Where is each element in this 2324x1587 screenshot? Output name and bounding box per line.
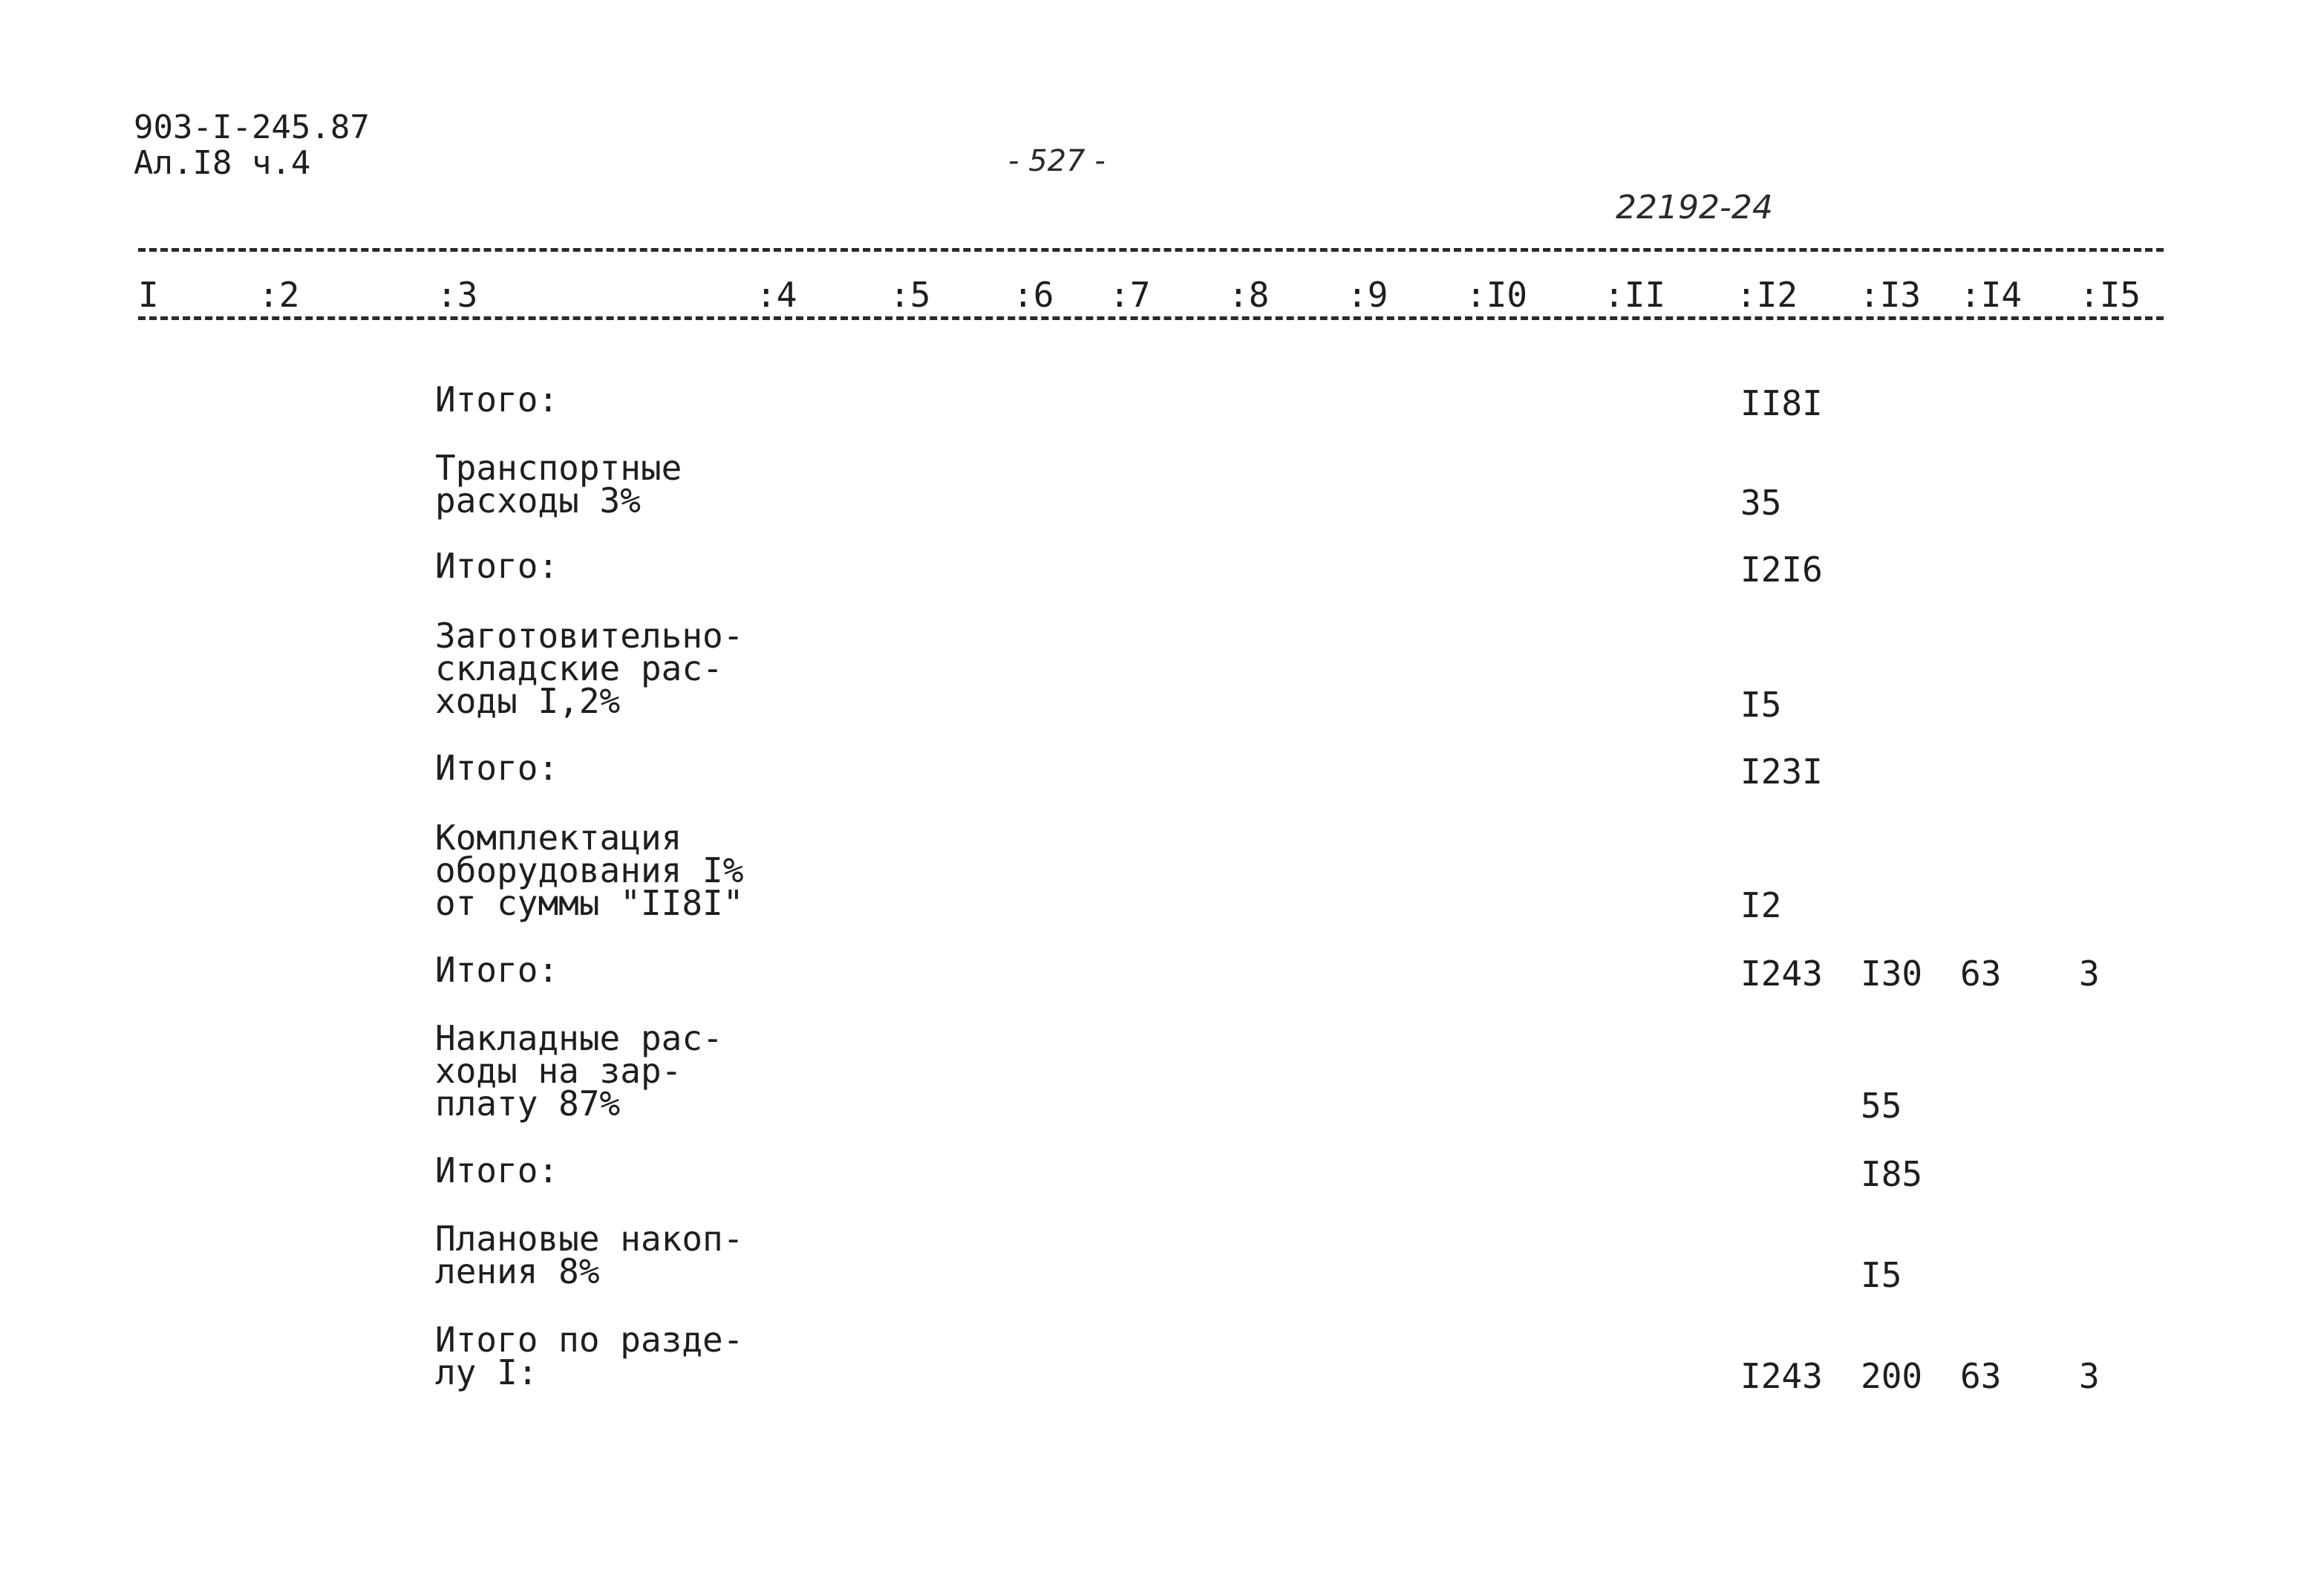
row-label: Итого: <box>435 950 559 990</box>
column-header: :9 <box>1347 275 1388 315</box>
value-col-13: I5 <box>1861 1255 1902 1295</box>
value-col-13: 55 <box>1861 1086 1902 1126</box>
value-col-13: I85 <box>1861 1154 1923 1194</box>
column-header: :II <box>1604 275 1666 315</box>
value-col-12: II8I <box>1740 383 1823 423</box>
value-col-14: 63 <box>1960 1356 2002 1396</box>
column-header: :I3 <box>1859 275 1922 315</box>
row-label: Итого по разде- лу I: <box>435 1320 744 1392</box>
column-header: :5 <box>890 275 931 315</box>
value-col-12: I243 <box>1740 954 1823 994</box>
value-col-15: 3 <box>2079 1356 2100 1396</box>
row-label: Транспортные расходы 3% <box>435 448 682 521</box>
column-header: :4 <box>756 275 797 315</box>
column-header: :8 <box>1228 275 1270 315</box>
column-header: :I4 <box>1960 275 2023 315</box>
column-header: :I2 <box>1736 275 1798 315</box>
column-header: :6 <box>1013 275 1054 315</box>
reference-number: 22192-24 <box>1616 189 1773 227</box>
column-header: :2 <box>258 275 300 315</box>
row-label: Итого: <box>435 748 559 788</box>
value-col-12: I2 <box>1740 885 1782 925</box>
column-header: :I0 <box>1466 275 1528 315</box>
column-header: I <box>138 275 159 315</box>
album-reference: Ал.I8 ч.4 <box>134 144 311 182</box>
row-label: Комплектация оборудования I% от суммы "II8I" <box>435 818 744 923</box>
row-label: Плановые накоп- ления 8% <box>435 1219 744 1291</box>
row-label: Итого: <box>435 1150 559 1190</box>
page-number: - 527 - <box>1008 144 1106 178</box>
value-col-12: I5 <box>1740 685 1782 725</box>
column-header: :3 <box>437 275 478 315</box>
value-col-15: 3 <box>2079 954 2100 994</box>
value-col-12: I2I6 <box>1740 550 1823 590</box>
value-col-12: I23I <box>1740 752 1823 792</box>
row-label: Итого: <box>435 379 559 420</box>
value-col-12: I243 <box>1740 1356 1823 1396</box>
value-col-12: 35 <box>1740 483 1782 523</box>
value-col-13: I30 <box>1861 954 1923 994</box>
value-col-13: 200 <box>1861 1356 1923 1396</box>
row-label: Итого: <box>435 546 559 586</box>
row-label: Заготовительно- складские рас- ходы I,2% <box>435 616 744 721</box>
row-label: Накладные рас- ходы на зар- плату 87% <box>435 1018 723 1124</box>
value-col-14: 63 <box>1960 954 2002 994</box>
header-top-rule <box>138 248 2164 252</box>
header-bottom-rule <box>138 316 2164 320</box>
column-header: :7 <box>1109 275 1151 315</box>
document-code: 903-I-245.87 <box>134 108 370 146</box>
column-header: :I5 <box>2079 275 2141 315</box>
